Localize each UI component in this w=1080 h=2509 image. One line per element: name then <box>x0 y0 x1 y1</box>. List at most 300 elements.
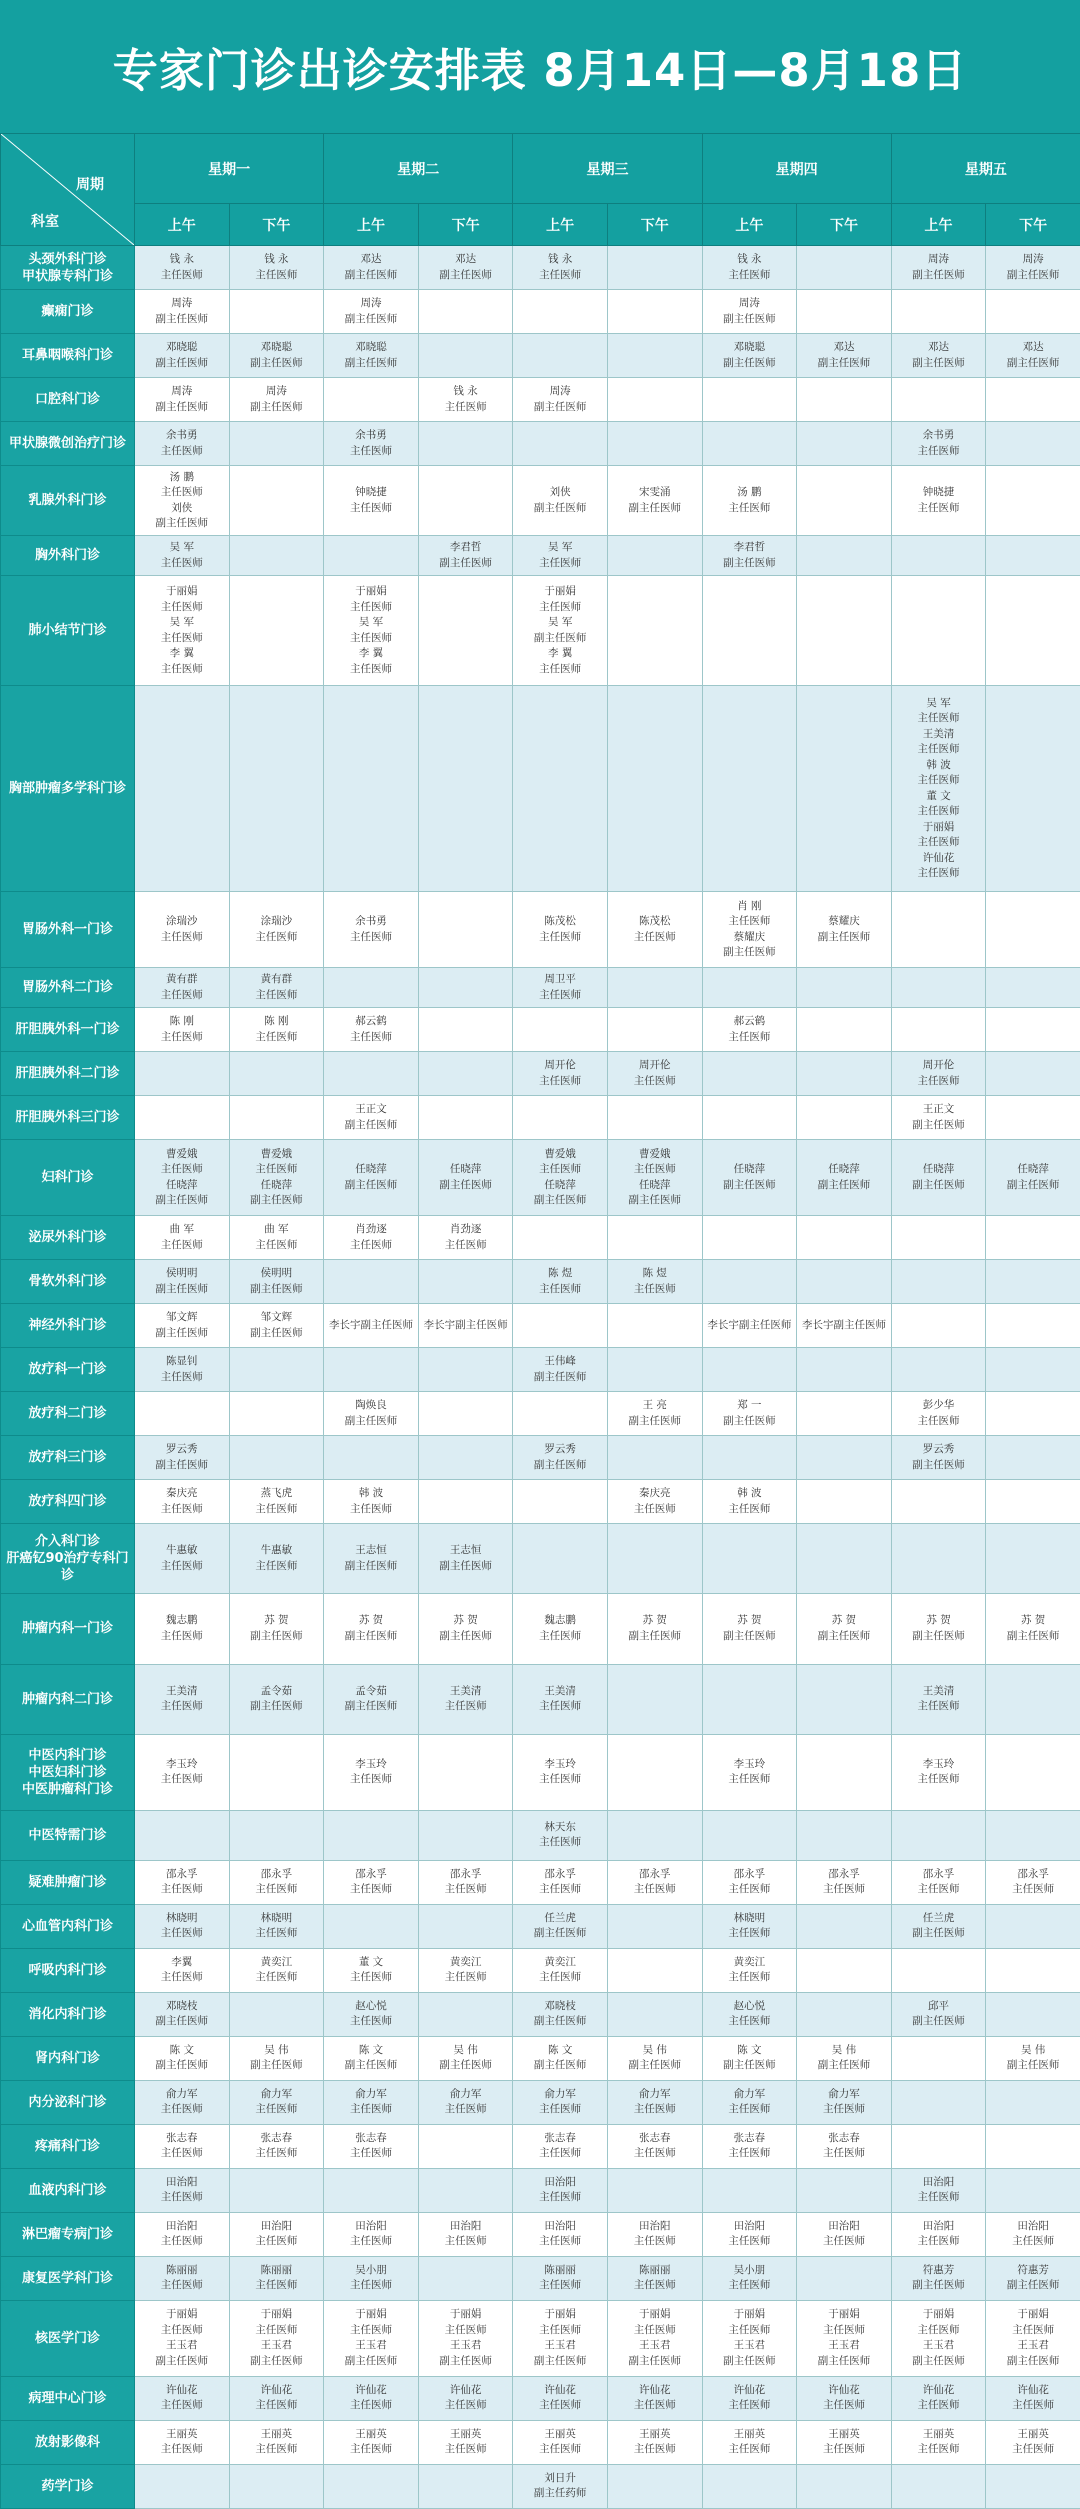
schedule-cell <box>986 1436 1080 1480</box>
schedule-cell <box>607 2376 702 2420</box>
schedule-cell <box>418 1992 513 2036</box>
schedule-cell <box>986 1348 1080 1392</box>
doctor-text: 秦庆亮 主任医师 <box>160 1487 203 1515</box>
doctor-text: 王丽英 主任医师 <box>255 2427 298 2456</box>
doctor-text: 王丽英 主任医师 <box>444 2427 487 2456</box>
schedule-cell <box>891 2300 986 2376</box>
schedule-cell <box>797 2168 892 2212</box>
department-label: 肾内科门诊 <box>1 2036 135 2080</box>
table-row <box>1 2124 1080 2168</box>
schedule-cell <box>891 1664 986 1734</box>
table-row <box>1 1664 1080 1734</box>
doctor-text: 牛惠敏 主任医师 <box>160 1544 203 1572</box>
schedule-table <box>0 133 1080 2509</box>
doctor-text: 韩 波 主任医师 <box>349 1487 392 1515</box>
schedule-cell <box>986 290 1080 334</box>
schedule-cell <box>891 1594 986 1664</box>
schedule-cell <box>513 334 608 378</box>
doctor-text: 王丽英 主任医师 <box>728 2427 771 2456</box>
schedule-cell <box>797 1008 892 1052</box>
pm-header: 下午 <box>797 204 892 246</box>
schedule-cell <box>891 1096 986 1140</box>
doctor-text: 苏 贺 副主任医师 <box>344 1614 398 1642</box>
doctor-text: 王美清 主任医师 <box>917 1684 960 1712</box>
schedule-cell <box>797 686 892 892</box>
doctor-text: 苏 贺 副主任医师 <box>817 1614 871 1642</box>
schedule-cell <box>324 1992 419 2036</box>
schedule-cell <box>986 2376 1080 2420</box>
department-label: 胃肠外科一门诊 <box>1 892 135 968</box>
schedule-cell <box>986 1096 1080 1140</box>
department-label: 介入科门诊 肝癌钇90治疗专科门诊 <box>1 1524 135 1594</box>
doctor-text: 陈 刚 主任医师 <box>255 1015 298 1043</box>
doctor-text: 林晓明 主任医师 <box>728 1911 771 1940</box>
doctor-text: 董 文 主任医师 <box>349 1955 392 1984</box>
doctor-text: 黄有群 主任医师 <box>255 973 298 1001</box>
schedule-cell <box>891 1992 986 2036</box>
schedule-cell <box>513 1992 608 2036</box>
schedule-cell <box>607 1096 702 1140</box>
schedule-cell <box>418 1664 513 1734</box>
schedule-cell <box>607 1480 702 1524</box>
doctor-text: 田治阳 主任医师 <box>444 2219 487 2248</box>
department-label: 消化内科门诊 <box>1 1992 135 2036</box>
doctor-text: 李玉玲 主任医师 <box>728 1757 771 1786</box>
schedule-cell <box>229 1392 324 1436</box>
schedule-cell <box>229 2300 324 2376</box>
schedule-cell <box>135 2376 230 2420</box>
schedule-cell <box>513 2080 608 2124</box>
schedule-cell <box>797 2124 892 2168</box>
department-label: 肝胆胰外科三门诊 <box>1 1096 135 1140</box>
doctor-text: 俞力军 主任医师 <box>728 2087 771 2116</box>
schedule-cell <box>797 2464 892 2508</box>
doctor-text: 邓达 副主任医师 <box>344 253 398 281</box>
schedule-cell <box>513 1096 608 1140</box>
schedule-cell <box>135 1948 230 1992</box>
department-label: 胸外科门诊 <box>1 536 135 576</box>
schedule-cell <box>324 1304 419 1348</box>
schedule-cell <box>797 2212 892 2256</box>
schedule-cell <box>607 2080 702 2124</box>
doctor-text: 邓达 副主任医师 <box>817 341 871 369</box>
schedule-cell <box>891 1392 986 1436</box>
doctor-text: 张志春 主任医师 <box>633 2131 676 2160</box>
schedule-cell <box>797 2036 892 2080</box>
doctor-text: 牛惠敏 主任医师 <box>255 1544 298 1572</box>
doctor-text: 任兰虎 副主任医师 <box>912 1911 965 1940</box>
doctor-text: 于丽娟 主任医师 王玉君 副主任医师 <box>817 2308 871 2367</box>
schedule-cell <box>607 422 702 466</box>
schedule-cell <box>513 1140 608 1216</box>
schedule-cell <box>135 2080 230 2124</box>
doctor-text: 王丽英 主任医师 <box>539 2427 582 2456</box>
doctor-text: 余书勇 主任医师 <box>349 429 392 457</box>
schedule-cell <box>891 1480 986 1524</box>
department-label: 头颈外科门诊 甲状腺专科门诊 <box>1 246 135 290</box>
schedule-cell <box>607 1594 702 1664</box>
doctor-text: 侯明明 副主任医师 <box>155 1267 209 1295</box>
schedule-cell <box>135 576 230 686</box>
doctor-text: 曹爱娥 主任医师 任晓萍 副主任医师 <box>533 1147 587 1207</box>
table-row <box>1 2256 1080 2300</box>
table-row <box>1 246 1080 290</box>
schedule-cell <box>418 1392 513 1436</box>
doctor-text: 任晓萍 副主任医师 <box>723 1163 776 1191</box>
schedule-cell <box>229 1140 324 1216</box>
department-label: 呼吸内科门诊 <box>1 1948 135 1992</box>
department-label: 妇科门诊 <box>1 1140 135 1216</box>
doctor-text: 钟晓捷 主任医师 <box>917 486 960 514</box>
schedule-cell <box>324 1594 419 1664</box>
doctor-text: 孟令茹 副主任医师 <box>344 1684 398 1712</box>
schedule-cell <box>986 576 1080 686</box>
schedule-cell <box>135 378 230 422</box>
schedule-cell <box>986 1948 1080 1992</box>
schedule-cell <box>797 1392 892 1436</box>
schedule-cell <box>135 1860 230 1904</box>
schedule-cell <box>891 1304 986 1348</box>
schedule-cell <box>702 2036 797 2080</box>
schedule-cell <box>513 378 608 422</box>
doctor-text: 任晓萍 副主任医师 <box>439 1163 492 1191</box>
schedule-cell <box>324 2300 419 2376</box>
schedule-cell <box>324 1052 419 1096</box>
schedule-cell <box>418 2124 513 2168</box>
schedule-cell <box>513 1594 608 1664</box>
doctor-text: 王正文 副主任医师 <box>344 1103 398 1131</box>
schedule-cell <box>986 466 1080 536</box>
doctor-text: 黄奕江 主任医师 <box>728 1955 771 1984</box>
schedule-cell <box>135 1260 230 1304</box>
schedule-cell <box>891 2080 986 2124</box>
schedule-cell <box>702 2212 797 2256</box>
schedule-cell <box>702 1480 797 1524</box>
table-row <box>1 466 1080 536</box>
doctor-text: 王正文 副主任医师 <box>912 1103 965 1131</box>
doctor-text: 俞力军 主任医师 <box>633 2087 676 2116</box>
schedule-cell <box>324 1140 419 1216</box>
schedule-cell <box>607 1304 702 1348</box>
doctor-text: 田治阳 主任医师 <box>255 2219 298 2248</box>
doctor-text: 李长宇副主任医师 <box>801 1319 886 1332</box>
doctor-text: 肖劲逐 主任医师 <box>444 1223 487 1251</box>
schedule-cell <box>702 1860 797 1904</box>
schedule-cell <box>513 246 608 290</box>
doctor-text: 陈 煜 主任医师 <box>539 1267 582 1295</box>
schedule-cell <box>135 2036 230 2080</box>
doctor-text: 黄奕江 主任医师 <box>255 1955 298 1984</box>
schedule-cell <box>891 2168 986 2212</box>
schedule-cell <box>229 1304 324 1348</box>
schedule-cell <box>797 1480 892 1524</box>
schedule-cell <box>986 1008 1080 1052</box>
schedule-cell <box>513 968 608 1008</box>
schedule-cell <box>797 1304 892 1348</box>
schedule-cell <box>702 466 797 536</box>
schedule-cell <box>702 2376 797 2420</box>
schedule-cell <box>702 378 797 422</box>
schedule-cell <box>797 1992 892 2036</box>
schedule-cell <box>513 536 608 576</box>
schedule-cell <box>513 1860 608 1904</box>
doctor-text: 吴 军 主任医师 <box>539 541 582 569</box>
doctor-text: 周开伦 主任医师 <box>917 1059 960 1087</box>
schedule-cell <box>324 1096 419 1140</box>
schedule-cell <box>607 1348 702 1392</box>
schedule-cell <box>418 2420 513 2464</box>
schedule-cell <box>135 422 230 466</box>
doctor-text: 李长宇副主任医师 <box>707 1319 792 1332</box>
schedule-cell <box>607 2420 702 2464</box>
doctor-text: 田治阳 主任医师 <box>728 2219 771 2248</box>
schedule-cell <box>797 290 892 334</box>
pm-header: 下午 <box>418 204 513 246</box>
doctor-text: 刘侠 副主任医师 <box>533 486 587 514</box>
schedule-cell <box>607 246 702 290</box>
schedule-cell <box>135 892 230 968</box>
schedule-cell <box>607 1734 702 1810</box>
schedule-cell <box>702 1992 797 2036</box>
department-label: 内分泌科门诊 <box>1 2080 135 2124</box>
schedule-cell <box>229 576 324 686</box>
schedule-cell <box>797 334 892 378</box>
doctor-text: 邓达 副主任医师 <box>1006 341 1060 369</box>
doctor-text: 田治阳 主任医师 <box>539 2219 582 2248</box>
doctor-text: 邵永孚 主任医师 <box>728 1867 771 1896</box>
doctor-text: 王丽英 主任医师 <box>160 2427 203 2456</box>
schedule-cell <box>513 892 608 968</box>
schedule-cell <box>229 686 324 892</box>
schedule-cell <box>891 536 986 576</box>
doctor-text: 许仙花 主任医师 <box>539 2383 582 2412</box>
doctor-text: 俞力军 主任医师 <box>822 2087 865 2116</box>
schedule-cell <box>702 1948 797 1992</box>
doctor-text: 余书勇 主任医师 <box>917 429 960 457</box>
doctor-text: 曹爱娥 主任医师 任晓萍 副主任医师 <box>628 1147 682 1207</box>
schedule-cell <box>229 2124 324 2168</box>
schedule-cell <box>702 2300 797 2376</box>
schedule-cell <box>891 2420 986 2464</box>
schedule-cell <box>797 2300 892 2376</box>
schedule-cell <box>797 892 892 968</box>
schedule-cell <box>702 1734 797 1810</box>
schedule-cell <box>607 2464 702 2508</box>
schedule-cell <box>702 290 797 334</box>
doctor-text: 俞力军 主任医师 <box>349 2087 392 2116</box>
schedule-cell <box>986 1594 1080 1664</box>
doctor-text: 陈 刚 主任医师 <box>160 1015 203 1043</box>
doctor-text: 许仙花 主任医师 <box>444 2383 487 2412</box>
schedule-cell <box>986 422 1080 466</box>
schedule-cell <box>229 1008 324 1052</box>
schedule-cell <box>986 686 1080 892</box>
doctor-text: 周涛 副主任医师 <box>155 297 209 325</box>
schedule-cell <box>418 1348 513 1392</box>
doctor-text: 苏 贺 副主任医师 <box>439 1614 492 1642</box>
schedule-cell <box>891 1216 986 1260</box>
schedule-cell <box>324 290 419 334</box>
schedule-cell <box>986 2464 1080 2508</box>
doctor-text: 曹爱娥 主任医师 任晓萍 副主任医师 <box>250 1147 303 1207</box>
schedule-cell <box>607 1436 702 1480</box>
doctor-text: 于丽娟 主任医师 王玉君 副主任医师 <box>155 2308 209 2367</box>
schedule-cell <box>702 1140 797 1216</box>
doctor-text: 侯明明 副主任医师 <box>250 1267 303 1295</box>
doctor-text: 张志春 主任医师 <box>728 2131 771 2160</box>
schedule-cell <box>702 2124 797 2168</box>
doctor-text: 周涛 副主任医师 <box>912 253 965 281</box>
doctor-text: 许仙花 主任医师 <box>255 2383 298 2412</box>
schedule-cell <box>513 1734 608 1810</box>
doctor-text: 邵永孚 主任医师 <box>349 1867 392 1896</box>
table-row <box>1 1860 1080 1904</box>
schedule-cell <box>229 1904 324 1948</box>
schedule-cell <box>135 686 230 892</box>
doctor-text: 张志春 主任医师 <box>160 2131 203 2160</box>
doctor-text: 邵永孚 主任医师 <box>822 1867 865 1896</box>
doctor-text: 任晓萍 副主任医师 <box>344 1163 398 1191</box>
doctor-text: 邱平 副主任医师 <box>912 1999 965 2028</box>
schedule-cell <box>135 2168 230 2212</box>
schedule-cell <box>229 2464 324 2508</box>
pm-header: 下午 <box>229 204 324 246</box>
schedule-cell <box>797 378 892 422</box>
doctor-text: 邓达 副主任医师 <box>912 341 965 369</box>
doctor-text: 赵心悦 主任医师 <box>728 1999 771 2028</box>
schedule-cell <box>607 1260 702 1304</box>
schedule-cell <box>513 1948 608 1992</box>
schedule-cell <box>229 968 324 1008</box>
doctor-text: 陶焕良 副主任医师 <box>344 1399 398 1427</box>
schedule-cell <box>702 2080 797 2124</box>
schedule-cell <box>986 1664 1080 1734</box>
schedule-cell <box>418 334 513 378</box>
table-row <box>1 422 1080 466</box>
schedule-cell <box>986 1260 1080 1304</box>
schedule-cell <box>702 968 797 1008</box>
schedule-cell <box>986 968 1080 1008</box>
doctor-text: 钱 永 主任医师 <box>160 253 203 281</box>
schedule-cell <box>135 1436 230 1480</box>
schedule-cell <box>891 686 986 892</box>
doctor-text: 周涛 副主任医师 <box>344 297 398 325</box>
doctor-text: 陈 文 副主任医师 <box>155 2043 209 2072</box>
doctor-text: 邓晓聪 副主任医师 <box>723 341 776 369</box>
doctor-text: 苏 贺 副主任医师 <box>628 1614 682 1642</box>
table-row <box>1 1992 1080 2036</box>
schedule-cell <box>513 290 608 334</box>
schedule-cell <box>135 2256 230 2300</box>
doctor-text: 曲 军 主任医师 <box>255 1223 298 1251</box>
schedule-cell <box>891 2464 986 2508</box>
schedule-cell <box>324 1260 419 1304</box>
schedule-cell <box>891 968 986 1008</box>
schedule-cell <box>891 334 986 378</box>
schedule-cell <box>229 334 324 378</box>
schedule-cell <box>797 1734 892 1810</box>
doctor-text: 俞力军 主任医师 <box>444 2087 487 2116</box>
doctor-text: 田治阳 主任医师 <box>160 2175 203 2204</box>
doctor-text: 陈丽丽 主任医师 <box>255 2263 298 2292</box>
schedule-cell <box>135 1594 230 1664</box>
schedule-cell <box>797 422 892 466</box>
schedule-cell <box>324 1392 419 1436</box>
schedule-cell <box>702 1096 797 1140</box>
doctor-text: 周卫平 主任医师 <box>539 973 582 1001</box>
day-header: 星期三 <box>513 134 702 204</box>
schedule-cell <box>229 2420 324 2464</box>
schedule-cell <box>513 1904 608 1948</box>
day-header-row <box>1 134 1080 204</box>
doctor-text: 魏志鹏 主任医师 <box>539 1614 582 1642</box>
doctor-text: 王美清 主任医师 <box>160 1684 203 1712</box>
doctor-text: 李翼 主任医师 <box>160 1955 203 1984</box>
doctor-text: 李君哲 副主任医师 <box>439 541 492 569</box>
schedule-cell <box>797 968 892 1008</box>
schedule-cell <box>891 2212 986 2256</box>
schedule-cell <box>135 1664 230 1734</box>
schedule-cell <box>891 1052 986 1096</box>
schedule-cell <box>418 1524 513 1594</box>
table-row <box>1 686 1080 892</box>
doctor-text: 彭少华 主任医师 <box>917 1399 960 1427</box>
schedule-cell <box>513 2212 608 2256</box>
doctor-text: 陈显钊 主任医师 <box>160 1355 203 1383</box>
doctor-text: 许仙花 主任医师 <box>822 2383 865 2412</box>
title-bar <box>0 0 1080 133</box>
schedule-cell <box>135 466 230 536</box>
schedule-cell <box>986 1052 1080 1096</box>
schedule-cell <box>418 1860 513 1904</box>
schedule-cell <box>607 334 702 378</box>
department-label: 放疗科二门诊 <box>1 1392 135 1436</box>
doctor-text: 王美清 主任医师 <box>444 1684 487 1712</box>
schedule-cell <box>797 1904 892 1948</box>
doctor-text: 郑 一 副主任医师 <box>723 1399 776 1427</box>
doctor-text: 周开伦 主任医师 <box>633 1059 676 1087</box>
schedule-cell <box>607 2124 702 2168</box>
schedule-cell <box>607 686 702 892</box>
schedule-cell <box>135 2464 230 2508</box>
doctor-text: 蒸飞虎 主任医师 <box>255 1487 298 1515</box>
doctor-text: 林晓明 主任医师 <box>160 1911 203 1940</box>
table-row <box>1 1392 1080 1436</box>
doctor-text: 蔡耀庆 副主任医师 <box>817 915 871 943</box>
doctor-text: 俞力军 主任医师 <box>255 2087 298 2116</box>
doctor-text: 钱 永 主任医师 <box>444 385 487 413</box>
department-label: 肿瘤内科一门诊 <box>1 1594 135 1664</box>
schedule-cell <box>418 1140 513 1216</box>
doctor-text: 李玉玲 主任医师 <box>917 1757 960 1786</box>
doctor-text: 于丽娟 主任医师 王玉君 副主任医师 <box>628 2308 682 2367</box>
schedule-cell <box>418 1052 513 1096</box>
schedule-cell <box>324 686 419 892</box>
schedule-cell <box>229 1052 324 1096</box>
department-label: 肿瘤内科二门诊 <box>1 1664 135 1734</box>
doctor-text: 苏 贺 副主任医师 <box>912 1614 965 1642</box>
doctor-text: 李长宇副主任医师 <box>423 1319 508 1332</box>
schedule-cell <box>986 378 1080 422</box>
doctor-text: 黄奕江 主任医师 <box>539 1955 582 1984</box>
schedule-cell <box>135 1096 230 1140</box>
schedule-cell <box>986 1392 1080 1436</box>
schedule-cell <box>418 378 513 422</box>
doctor-text: 钟晓捷 主任医师 <box>349 486 392 514</box>
doctor-text: 王志恒 副主任医师 <box>439 1544 492 1572</box>
schedule-cell <box>702 2168 797 2212</box>
schedule-cell <box>229 1524 324 1594</box>
